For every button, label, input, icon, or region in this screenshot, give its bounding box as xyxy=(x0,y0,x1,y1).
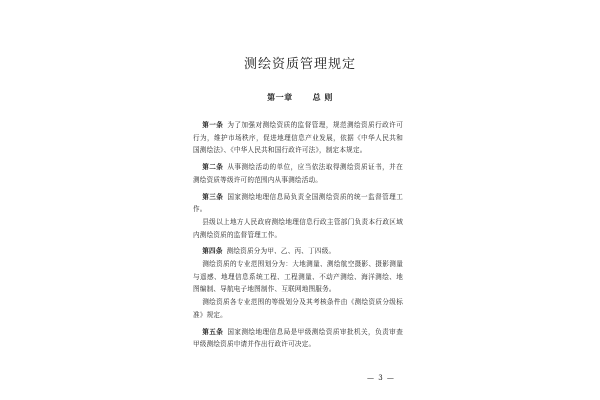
paragraph-text: 县级以上地方人民政府测绘地理信息行政主管部门负责本行政区域内测绘资质的监督管理工作。 xyxy=(193,217,403,239)
document-body xyxy=(193,119,403,351)
paragraph xyxy=(193,119,403,157)
paragraph-text: 国家测绘地理信息局负责全国测绘资质的统一监督管理工作。 xyxy=(193,192,404,214)
article-number: 第一条 xyxy=(202,121,224,129)
paragraph xyxy=(193,258,403,296)
document-title: 测绘资质管理规定 xyxy=(243,57,356,72)
article-number: 第四条 xyxy=(202,247,223,256)
paragraph xyxy=(193,245,403,258)
page-number: — 3 — xyxy=(367,374,395,382)
paragraph-text: 测绘资质各专业范围的等级划分及其考核条件由《测绘资质分级标准》规定。 xyxy=(193,298,403,319)
paragraph xyxy=(193,191,403,216)
paragraph xyxy=(193,326,403,351)
paragraph-text: 测绘资质的专业范围划分为：大地测量、测绘航空摄影、摄影测量与遥感、地理信息系统工程、工程测量、不动产测绘、海洋测绘、地图编制、导航电子地图制作、互联网地图服务。 xyxy=(193,260,403,294)
article-number: 第五条 xyxy=(202,327,224,336)
paragraph xyxy=(193,161,403,186)
paragraph-text: 测绘资质分为甲、乙、丙、丁四级。 xyxy=(226,247,336,256)
paragraph xyxy=(193,296,403,321)
paragraph xyxy=(193,216,403,241)
chapter-name: 总 则 xyxy=(312,92,333,102)
paragraph-text: 为了加强对测绘资质的监督管理，规范测绘资质行政许可行为，维护市场秩序，促进地理信息产业发展，依据《中华人民共和国测绘法》、《中华人民共和国行政许可法》，制定本规定。 xyxy=(193,121,404,155)
paragraph-text: 从事测绘活动的单位，应当依法取得测绘资质证书，并在测绘资质等级许可的范围内从事测绘活动。 xyxy=(193,163,404,184)
paragraph-text: 国家测绘地理信息局是甲级测绘资质审批机关，负责审查甲级测绘资质申请并作出行政许可决定。 xyxy=(193,327,404,349)
chapter-number: 第一章 xyxy=(267,92,293,102)
article-number: 第三条 xyxy=(202,192,224,201)
article-number: 第二条 xyxy=(202,163,224,172)
chapter-heading xyxy=(0,92,600,103)
